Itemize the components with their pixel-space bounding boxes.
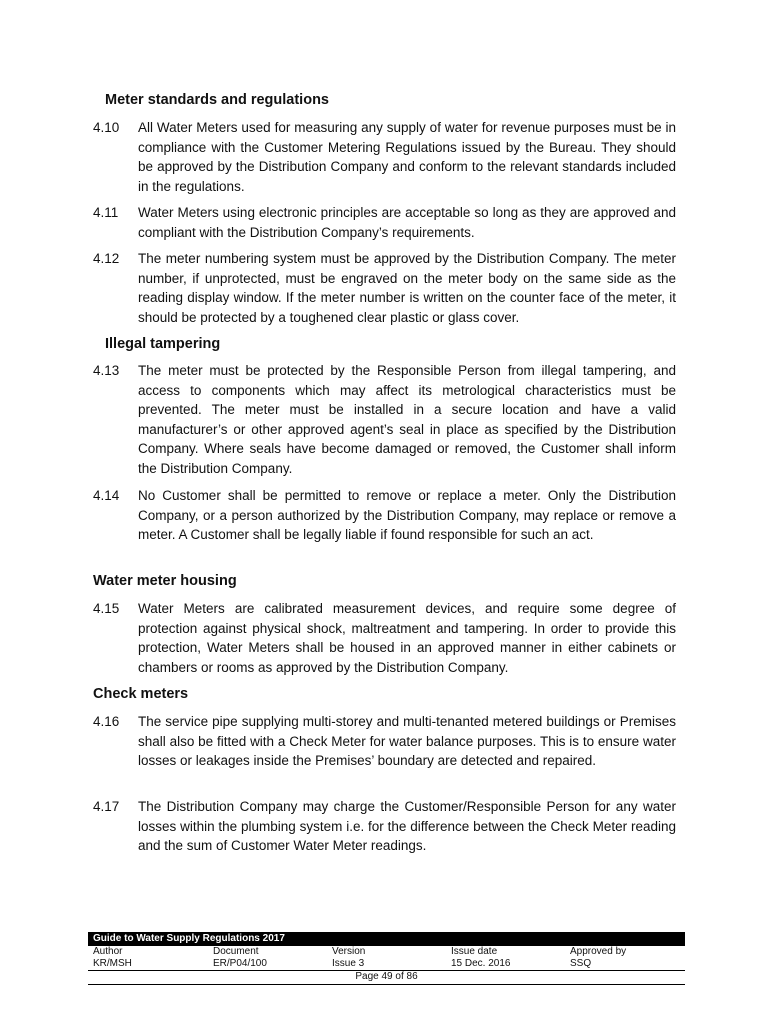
footer-values-row xyxy=(88,958,685,971)
clause-text: The service pipe supplying multi-storey and multi-tenanted metered buildings or Premises shall also be fitted with a Check Meter for water balance purposes. This is to ensure water losses or leakages inside the Premises’ boundary are detected and repaired. xyxy=(138,714,676,769)
clause-4-15 xyxy=(93,599,676,677)
clause-text: Water Meters are calibrated measurement devices, and require some degree of protection against physical shock, maltreatment and tampering. In order to provide this protection, Water Meters shall be housed in an approved manner in either cabinets or chambers or rooms as approved by the Distribution Company. xyxy=(138,601,676,675)
clause-text: Water Meters using electronic principles are acceptable so long as they are approved and compliant with the Distribution Company’s requirements. xyxy=(138,205,676,240)
footer-label-version: Version xyxy=(332,946,366,957)
clause-number: 4.14 xyxy=(93,488,120,503)
clause-number: 4.17 xyxy=(93,799,120,814)
footer-label-author: Author xyxy=(93,946,123,957)
page-number: Page 49 of 86 xyxy=(88,971,685,985)
clause-4-12 xyxy=(93,249,676,327)
clause-4-13 xyxy=(93,361,676,479)
footer-value-document: ER/P04/100 xyxy=(213,958,267,969)
clause-4-11 xyxy=(93,203,676,242)
clause-text: The meter numbering system must be approved by the Distribution Company. The meter number, if unprotected, must be engraved on the meter body on the same side as the reading display window. If the meter number is written on the counter face of the meter, it should be protected by a toughened clear plastic or glass cover. xyxy=(138,251,676,325)
clause-text: No Customer shall be permitted to remove or replace a meter. Only the Distribution Company, or a person authorized by the Distribution Company, may replace or remove a meter. A Customer shall be legally liable if found responsible for such an act. xyxy=(138,488,676,543)
clause-number: 4.16 xyxy=(93,714,120,729)
footer-value-issue-date: 15 Dec. 2016 xyxy=(451,958,511,969)
clause-4-16 xyxy=(93,712,676,771)
footer-value-approved-by: SSQ xyxy=(570,958,592,969)
clause-text: All Water Meters used for measuring any supply of water for revenue purposes must be in compliance with the Customer Metering Regulations issued by the Bureau. They should be approved by the Distribution Company and conform to the relevant standards included in the regulations. xyxy=(138,120,676,194)
footer-label-document: Document xyxy=(213,946,259,957)
footer-labels-row xyxy=(88,946,685,958)
section-heading: Illegal tampering xyxy=(105,336,221,352)
footer-title: Guide to Water Supply Regulations 2017 xyxy=(88,932,685,946)
document-footer xyxy=(88,932,685,985)
clause-text: The meter must be protected by the Responsible Person from illegal tampering, and access to components which may affect its metrological characteristics must be prevented. The meter must be installed in a secure location and have a valid manufacturer’s or other approved agent’s seal in place as specified by the Distribution Company. Where seals have become damaged or removed, the Customer shall inform the Distribution Company. xyxy=(138,363,676,476)
footer-value-author: KR/MSH xyxy=(93,958,132,969)
clause-4-17 xyxy=(93,797,676,856)
section-heading: Check meters xyxy=(93,686,189,702)
clause-4-10 xyxy=(93,118,676,196)
clause-text: The Distribution Company may charge the Customer/Responsible Person for any water losses within the plumbing system i.e. for the difference between the Check Meter reading and the sum of Customer Water Meter readings. xyxy=(138,799,676,854)
clause-number: 4.11 xyxy=(93,205,119,220)
footer-value-version: Issue 3 xyxy=(332,958,365,969)
clause-4-14 xyxy=(93,486,676,545)
section-heading: Water meter housing xyxy=(93,573,237,589)
footer-label-approved-by: Approved by xyxy=(570,946,627,957)
clause-number: 4.13 xyxy=(93,363,120,378)
section-heading: Meter standards and regulations xyxy=(105,92,329,108)
footer-label-issue-date: Issue date xyxy=(451,946,498,957)
clause-number: 4.15 xyxy=(93,601,120,616)
clause-number: 4.10 xyxy=(93,120,120,135)
clause-number: 4.12 xyxy=(93,251,120,266)
